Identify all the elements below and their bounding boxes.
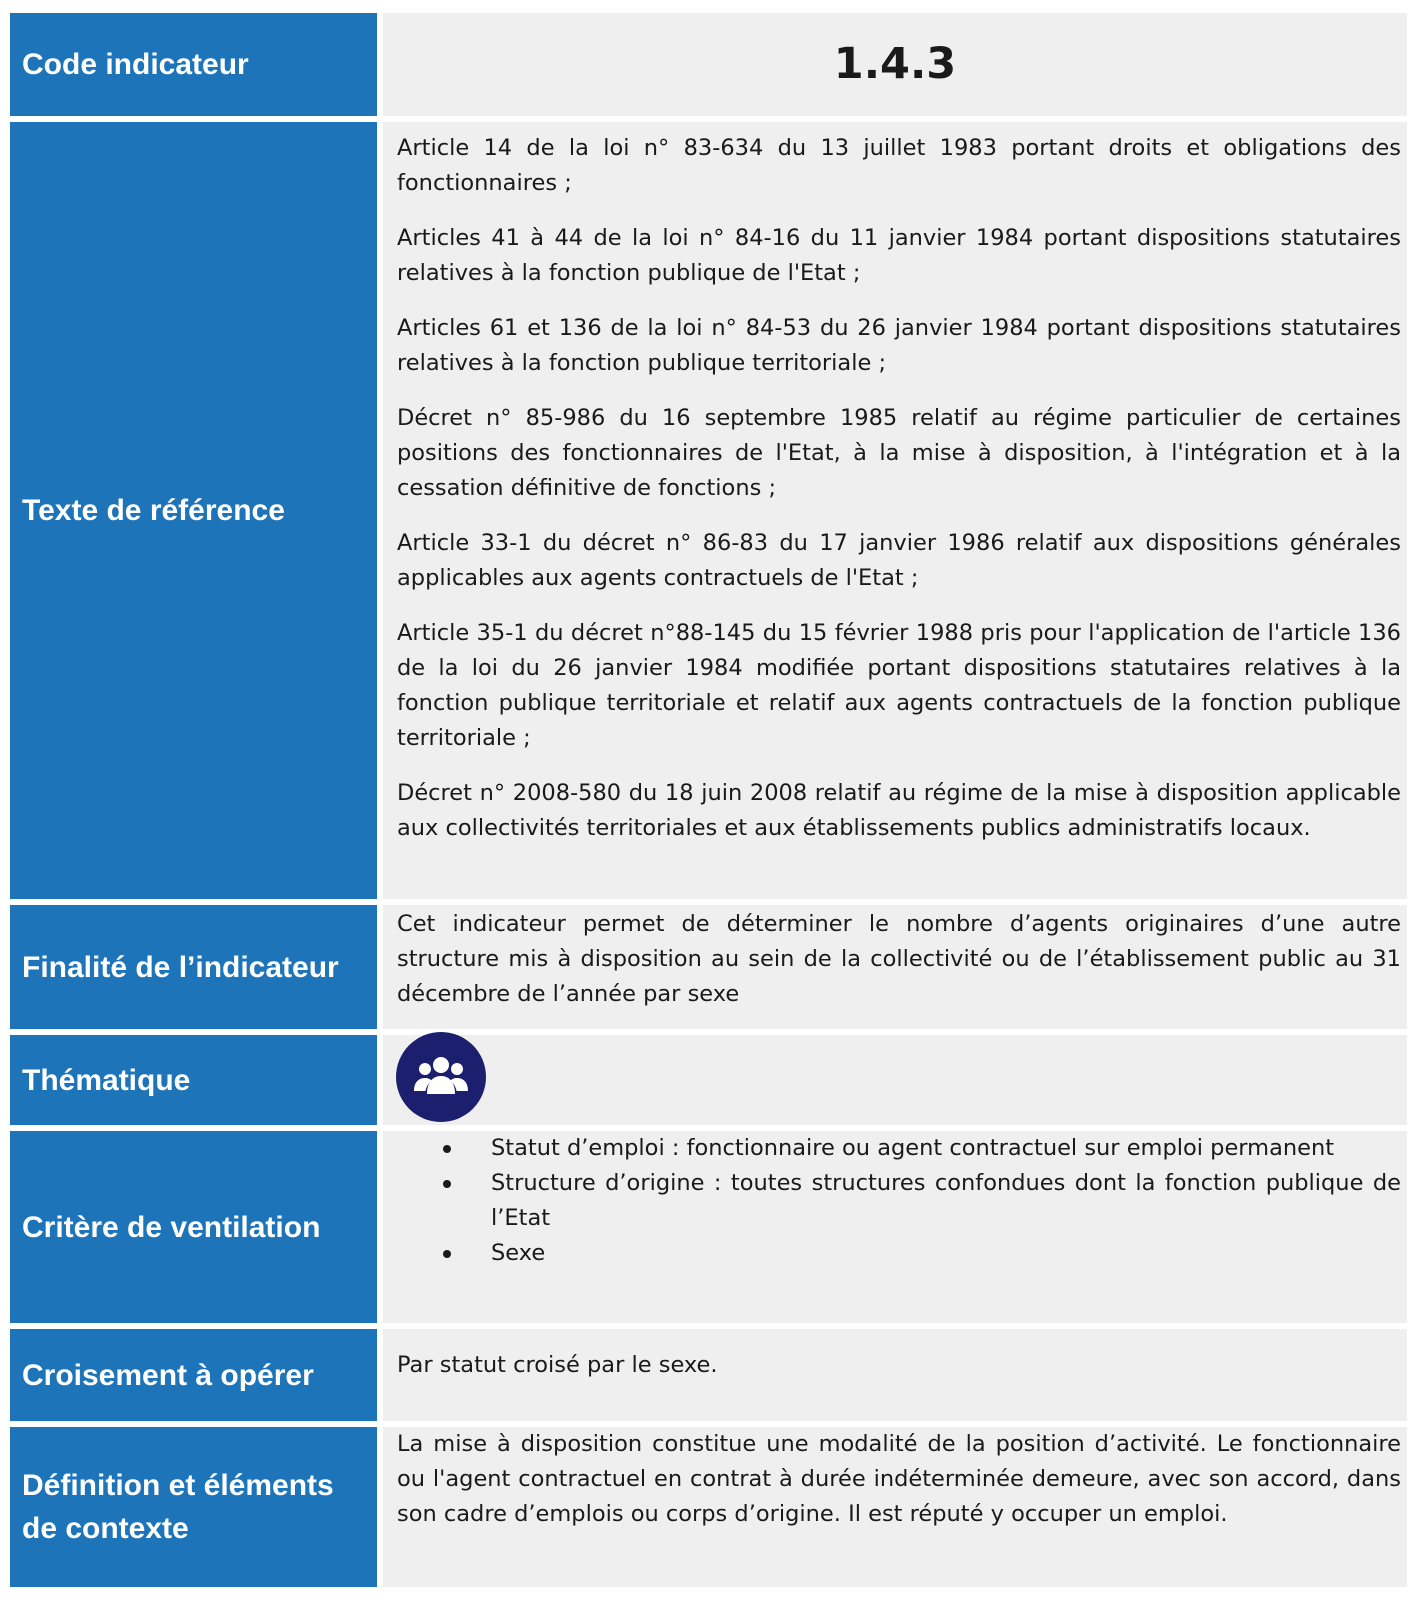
definition-content — [383, 1427, 1407, 1587]
row-label: Définition et éléments de contexte — [10, 1427, 377, 1587]
row-definition — [10, 1427, 1407, 1587]
reference-paragraph: Décret n° 85-986 du 16 septembre 1985 relatif au régime particulier de certaines positions des fonctionnaires de l'Etat, à la mise à disposition, à l'intégration et à la cessation définitive de fonctions ; — [397, 405, 1401, 501]
row-critere-ventilation — [10, 1131, 1407, 1323]
row-label: Critère de ventilation — [10, 1131, 377, 1323]
definition-text: La mise à disposition constitue une modalité de la position d’activité. Le fonctionnaire ou l'agent contractuel en contrat à durée indéterminée demeure, avec son accord, dans son cadre d’emplois ou corps d’origine. Il est réputé y occuper un emploi. — [397, 1431, 1401, 1527]
reference-paragraph: Articles 41 à 44 de la loi n° 84-16 du 11 janvier 1984 portant dispositions statutaires relatives à la fonction publique de l'Etat ; — [397, 225, 1401, 286]
reference-paragraph: Décret n° 2008-580 du 18 juin 2008 relatif au régime de la mise à disposition applicable aux collectivités territoriales et aux établissements publics administratifs locaux. — [397, 780, 1401, 841]
critere-content — [383, 1131, 1407, 1323]
finalite-text — [383, 905, 1407, 1029]
finalite-paragraph: Cet indicateur permet de déterminer le nombre d’agents originaires d’une autre structure mis à disposition au sein de la collectivité ou de l’établissement public au 31 décembre de l’année par sexe — [397, 911, 1401, 1007]
row-finalite — [10, 905, 1407, 1029]
critere-list — [397, 1131, 1401, 1271]
list-item: Sexe — [491, 1236, 1401, 1271]
row-label: Finalité de l’indicateur — [10, 905, 377, 1029]
list-item: Statut d’emploi : fonctionnaire ou agent contractuel sur emploi permanent — [491, 1131, 1401, 1166]
croisement-text: Par statut croisé par le sexe. — [397, 1352, 718, 1378]
list-item: Structure d’origine : toutes structures confondues dont la fonction publique de l’Etat — [491, 1166, 1401, 1236]
reference-texts — [383, 122, 1407, 899]
reference-paragraph: Article 33-1 du décret n° 86-83 du 17 janvier 1986 relatif aux dispositions générales applicables aux agents contractuels de l'Etat ; — [397, 530, 1401, 591]
reference-paragraph: Articles 61 et 136 de la loi n° 84-53 du 26 janvier 1984 portant dispositions statutaires relatives à la fonction publique territoriale ; — [397, 315, 1401, 376]
row-code-indicateur — [10, 13, 1407, 116]
reference-paragraph: Article 14 de la loi n° 83-634 du 13 juillet 1983 portant droits et obligations des fonctionnaires ; — [397, 135, 1401, 196]
reference-paragraph: Article 35-1 du décret n°88-145 du 15 février 1988 pris pour l'application de l'article 136 de la loi du 26 janvier 1984 modifiée portant dispositions statutaires relatives à la fonction publique territoriale et relatif aux agents contractuels de la fonction publique territoriale ; — [397, 620, 1401, 751]
row-label: Thématique — [10, 1035, 377, 1125]
croisement-content — [383, 1329, 1407, 1421]
row-label: Texte de référence — [10, 122, 377, 899]
group-people-icon — [396, 1032, 486, 1122]
row-label: Code indicateur — [10, 13, 377, 116]
row-croisement — [10, 1329, 1407, 1421]
row-texte-reference — [10, 122, 1407, 899]
thematique-content — [383, 1035, 1407, 1125]
indicator-code: 1.4.3 — [383, 13, 1407, 116]
row-label: Croisement à opérer — [10, 1329, 377, 1421]
indicator-sheet — [10, 13, 1407, 1593]
row-thematique — [10, 1035, 1407, 1125]
